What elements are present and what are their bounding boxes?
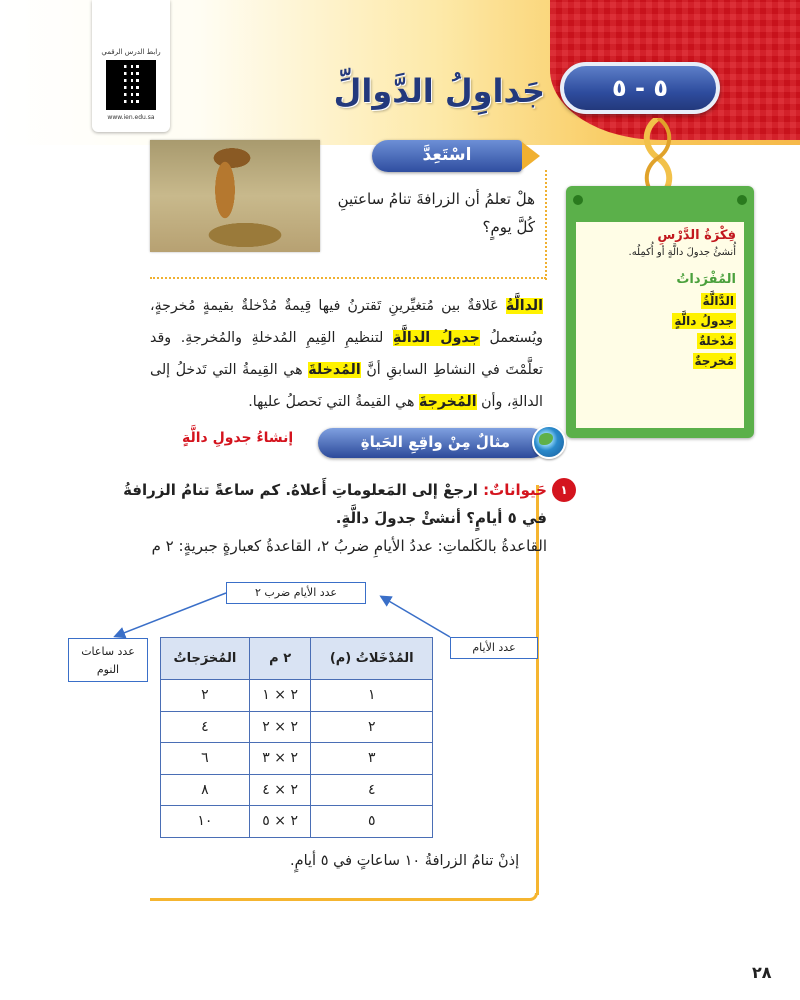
table-cell: ٦ <box>161 743 250 775</box>
qr-url[interactable]: www.ien.edu.sa <box>107 114 155 121</box>
lesson-title: جَداوِلُ الدَّوالِّ <box>333 72 545 110</box>
idea-heading: فِكْرَةُ الدَّرْسِ <box>657 228 736 243</box>
paragraph-text: لتنظيمِ القِيمِ المُدخلةِ والمُخرجةِ. وقد تعلَّمْتَ في النشاطِ السابقِ أنَّ <box>150 330 544 378</box>
paragraph-text: هي القيمةُ التي نَحصلُ عليها. <box>248 394 419 410</box>
table-row <box>161 806 433 838</box>
divider <box>545 170 547 280</box>
table-cell: ٤ <box>311 774 433 806</box>
example-body <box>100 476 547 560</box>
real-world-example-bar: مثالٌ مِنْ واقِعِ الحَياةِ <box>318 428 546 458</box>
paragraph-text: عَلاقةٌ بين مُتغيِّرينِ تَقترنُ فيها قِيمةٌ مُدْخلةٌ بقيمةٍ مُخرجةٍ، ويُستعملُ <box>150 298 544 346</box>
table-cell: ٢ <box>311 711 433 743</box>
get-ready-text: هلْ تعلمُ أن الزرافةَ تنامُ ساعتينِ كُلَّ يومٍ؟ <box>337 190 535 236</box>
annotation-right: عدد الأيام <box>450 637 538 659</box>
vocab-item: مُخرجةٌ <box>694 354 734 368</box>
table-cell: ٢ × ٥ <box>249 806 311 838</box>
example-question-line <box>100 476 547 532</box>
table-cell: ٢ <box>161 680 250 712</box>
table-row <box>161 711 433 743</box>
example-subtitle: إنشاءُ جدولِ دالَّةٍ <box>182 430 294 446</box>
annotation-middle: عدد الأيام ضرب ٢ <box>226 582 366 604</box>
table-cell: ٤ <box>161 711 250 743</box>
qr-caption: رابط الدرس الرقمي <box>101 48 161 56</box>
table-cell: ٢ × ٣ <box>249 743 311 775</box>
table-cell: ٨ <box>161 774 250 806</box>
table-cell: ٢ × ٤ <box>249 774 311 806</box>
example-border <box>150 893 538 901</box>
vocab-item: الدَّالَّةُ <box>702 294 734 308</box>
vocab-heading: المُفْرَداتُ <box>676 272 736 287</box>
vocab-item: مُدْخلةٌ <box>698 334 734 348</box>
divider <box>150 277 546 279</box>
rule-line: القاعدةُ بالكَلماتِ: عددُ الأيامِ ضربُ ٢، القاعدةُ كعبارةٍ جبريةٍ: ٢ م <box>151 537 547 555</box>
annotation-left: عدد ساعات النوم <box>68 638 148 682</box>
example-question: ارجعْ إلى المَعلوماتِ أَعلاهُ. كم ساعةً تنامُ الزرافةُ في ٥ أيامٍ؟ أنشئْ جدولَ دالَّةٍ. <box>123 481 547 527</box>
lesson-number-badge: ٥ - ٥ <box>560 62 720 114</box>
term-input: المُدخلةَ <box>308 362 361 378</box>
example-conclusion: إذنْ تنامُ الزرافةُ ١٠ ساعاتٍ في ٥ أيامٍ. <box>290 853 520 869</box>
term-output: المُخرجةَ <box>419 394 477 410</box>
term-function: الدالَّةُ <box>505 298 543 314</box>
giraffe-photo <box>150 140 320 252</box>
vocab-item: جدولُ دالَّةٍ <box>674 314 734 328</box>
arrow <box>116 593 226 636</box>
table-cell: ٣ <box>311 743 433 775</box>
definition-paragraph <box>150 290 543 418</box>
table-header-row <box>161 638 433 680</box>
idea-text: أُنشئُ جدولَ دالَّةٍ أو أُكمِلُه. <box>628 247 736 258</box>
table-cell: ٥ <box>311 806 433 838</box>
column-header-input: المُدْخَلاتُ (م) <box>311 638 433 680</box>
qr-card[interactable] <box>92 0 170 132</box>
get-ready-banner: اسْتَعِدَّ <box>372 140 522 172</box>
panel-hole-icon <box>573 195 583 205</box>
qr-code-icon[interactable] <box>106 60 156 110</box>
table-row <box>161 680 433 712</box>
example-number: ١ <box>552 478 576 502</box>
column-header-rule: ٢ م <box>249 638 311 680</box>
lesson-idea-content <box>576 222 744 428</box>
get-ready-arrow-icon <box>522 142 540 170</box>
table-row <box>161 774 433 806</box>
table-cell: ١٠ <box>161 806 250 838</box>
paragraph-text: هي القِيمةُ التي تَدخلُ إلى الدالةِ، وأن <box>150 362 543 410</box>
column-header-output: المُخرَجاتُ <box>161 638 250 680</box>
example-label: حَيواناتٌ: <box>483 481 547 499</box>
function-table <box>160 637 433 838</box>
table-row <box>161 743 433 775</box>
table-cell: ٢ × ١ <box>249 680 311 712</box>
panel-hole-icon <box>737 195 747 205</box>
arrow <box>382 597 450 637</box>
term-function-table: جدولُ الدالَّةِ <box>392 330 480 346</box>
page-number: ٢٨ <box>752 963 772 982</box>
table-cell: ٢ × ٢ <box>249 711 311 743</box>
table-cell: ١ <box>311 680 433 712</box>
